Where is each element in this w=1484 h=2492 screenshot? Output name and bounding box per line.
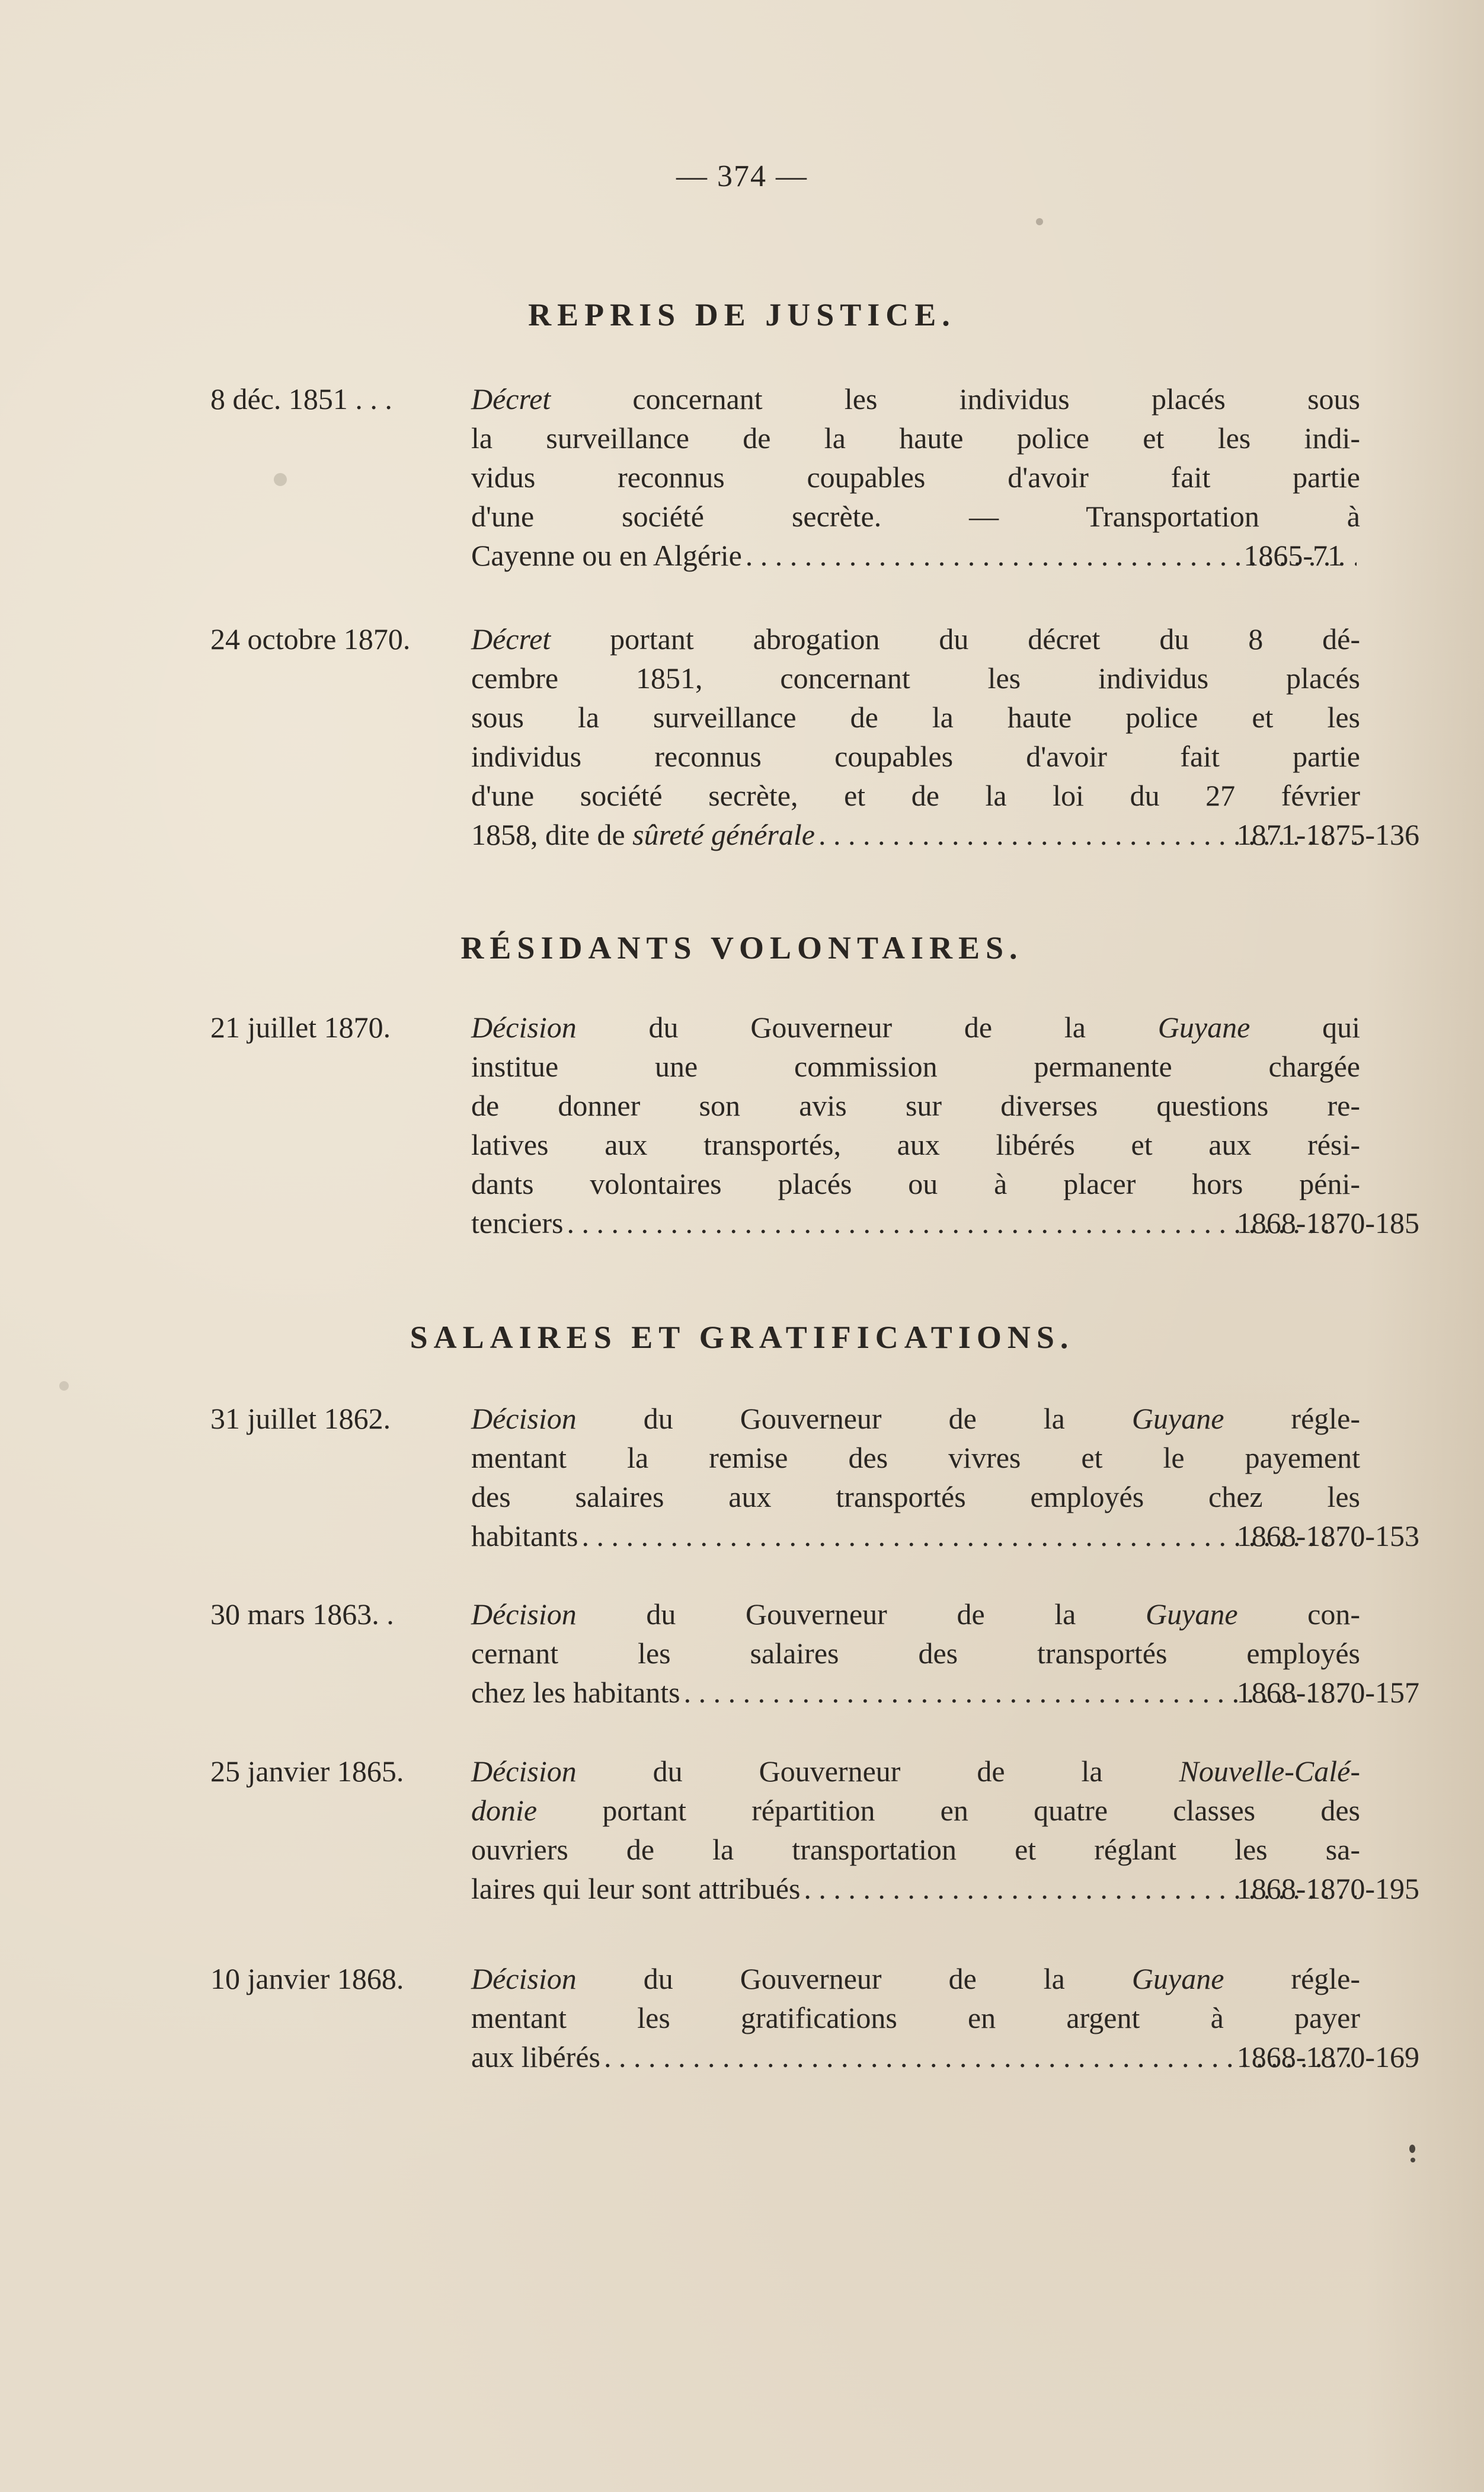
entry-line: de donner son avis sur diverses questions re- bbox=[471, 1089, 1360, 1122]
entry-line: des salaires aux transportés employés chez les bbox=[471, 1480, 1360, 1513]
entry-line: cembre 1851, concernant les individus placés bbox=[471, 662, 1360, 695]
entry-1865-01-25 bbox=[210, 1752, 1419, 1908]
entry-body bbox=[471, 1399, 1360, 1555]
entry-reference: 1868-1870-157 bbox=[1236, 1676, 1419, 1709]
entry-body bbox=[471, 1752, 1360, 1908]
entry-line: mentant la remise des vivres et le payement bbox=[471, 1441, 1360, 1474]
entry-line: mentant les gratifications en argent à payer bbox=[471, 2001, 1360, 2034]
entry-line-last: tenciers . . . bbox=[471, 1203, 1360, 1242]
entry-1851-12-08 bbox=[210, 379, 1419, 575]
entry-1870-10-24 bbox=[210, 619, 1419, 854]
entry-date: 30 mars 1863. . bbox=[210, 1598, 394, 1631]
entry-line: individus reconnus coupables d'avoir fait partie bbox=[471, 740, 1360, 773]
entry-date: 25 janvier 1865. bbox=[210, 1755, 404, 1788]
entry-date: 31 juillet 1862. bbox=[210, 1402, 391, 1435]
entry-line-last: 1858, dite de sûreté générale . . . bbox=[471, 815, 1360, 854]
paper-speck bbox=[274, 473, 287, 486]
entry-reference: 1868-1870-185 bbox=[1236, 1206, 1419, 1239]
entry-line: ouvriers de la transportation et réglant les sa- bbox=[471, 1833, 1360, 1866]
entry-reference: 1868-1870-195 bbox=[1236, 1872, 1419, 1905]
paper-speck bbox=[1411, 2158, 1415, 2162]
entry-date: 8 déc. 1851 . . . bbox=[210, 382, 392, 416]
entry-reference: 1868-1870-153 bbox=[1236, 1519, 1419, 1552]
section-heading-repris-de-justice: REPRIS DE JUSTICE. bbox=[528, 297, 956, 333]
entry-line: cernant les salaires des transportés employés bbox=[471, 1637, 1360, 1670]
entry-line: Décision du Gouverneur de la Guyane qui bbox=[471, 1011, 1360, 1044]
entry-1868-01-10 bbox=[210, 1959, 1419, 2076]
entry-line: Décision du Gouverneur de la Guyane régle- bbox=[471, 1962, 1361, 1995]
entry-date: 24 octobre 1870. bbox=[210, 622, 411, 656]
entry-line: donie portant répartition en quatre classes des bbox=[471, 1794, 1360, 1827]
entry-line: d'une société secrète, et de la loi du 27 février bbox=[471, 779, 1360, 812]
entry-1862-07-31 bbox=[210, 1399, 1419, 1555]
page-number: — 374 — bbox=[676, 159, 808, 193]
entry-body bbox=[471, 1008, 1360, 1242]
paper-speck bbox=[1036, 218, 1043, 225]
paper-speck bbox=[1409, 2145, 1415, 2153]
paper-speck bbox=[59, 1381, 69, 1391]
entry-1870-07-21 bbox=[210, 1008, 1419, 1242]
entry-line: institue une commission permanente chargée bbox=[471, 1050, 1360, 1083]
entry-line-last: habitants . . . bbox=[471, 1516, 1360, 1555]
entry-date: 21 juillet 1870. bbox=[210, 1011, 391, 1044]
entry-reference: 1868-1870-169 bbox=[1236, 2040, 1419, 2074]
entry-line: Décision du Gouverneur de la Guyane régle- bbox=[471, 1402, 1361, 1435]
entry-1863-03-30 bbox=[210, 1595, 1419, 1712]
section-heading-salaires-et-gratifications: SALAIRES ET GRATIFICATIONS. bbox=[410, 1320, 1074, 1355]
section-heading-residants-volontaires: RÉSIDANTS VOLONTAIRES. bbox=[460, 930, 1024, 966]
entry-body bbox=[471, 1595, 1360, 1712]
entry-line: Décision du Gouverneur de la Nouvelle-Calé- bbox=[471, 1755, 1360, 1788]
entry-line: Décision du Gouverneur de la Guyane con- bbox=[471, 1598, 1360, 1631]
entry-reference: 1865-71 bbox=[1243, 539, 1342, 572]
entry-body bbox=[471, 379, 1360, 575]
entry-line: latives aux transportés, aux libérés et aux rési- bbox=[471, 1128, 1360, 1161]
entry-line: dants volontaires placés ou à placer hors péni- bbox=[471, 1167, 1360, 1200]
entry-date: 10 janvier 1868. bbox=[210, 1962, 404, 1995]
entry-line: vidus reconnus coupables d'avoir fait partie bbox=[471, 461, 1360, 494]
entry-line-last: aux libérés . . . bbox=[471, 2037, 1360, 2076]
entry-line-last: laires qui leur sont attribués . . . bbox=[471, 1869, 1360, 1908]
entry-line: Décret concernant les individus placés sous bbox=[471, 382, 1360, 416]
entry-body bbox=[471, 1959, 1360, 2076]
entry-line: Décret portant abrogation du décret du 8 dé- bbox=[471, 622, 1360, 656]
entry-body bbox=[471, 619, 1360, 854]
entry-line-last: Cayenne ou en Algérie . . . bbox=[471, 536, 1360, 575]
entry-line-last: chez les habitants . . . bbox=[471, 1673, 1360, 1712]
entry-line: d'une société secrète. — Transportation à bbox=[471, 500, 1360, 533]
entry-reference: 1871-1875-136 bbox=[1236, 818, 1419, 851]
entry-line: la surveillance de la haute police et les indi- bbox=[471, 421, 1360, 455]
entry-line: sous la surveillance de la haute police et les bbox=[471, 701, 1360, 734]
